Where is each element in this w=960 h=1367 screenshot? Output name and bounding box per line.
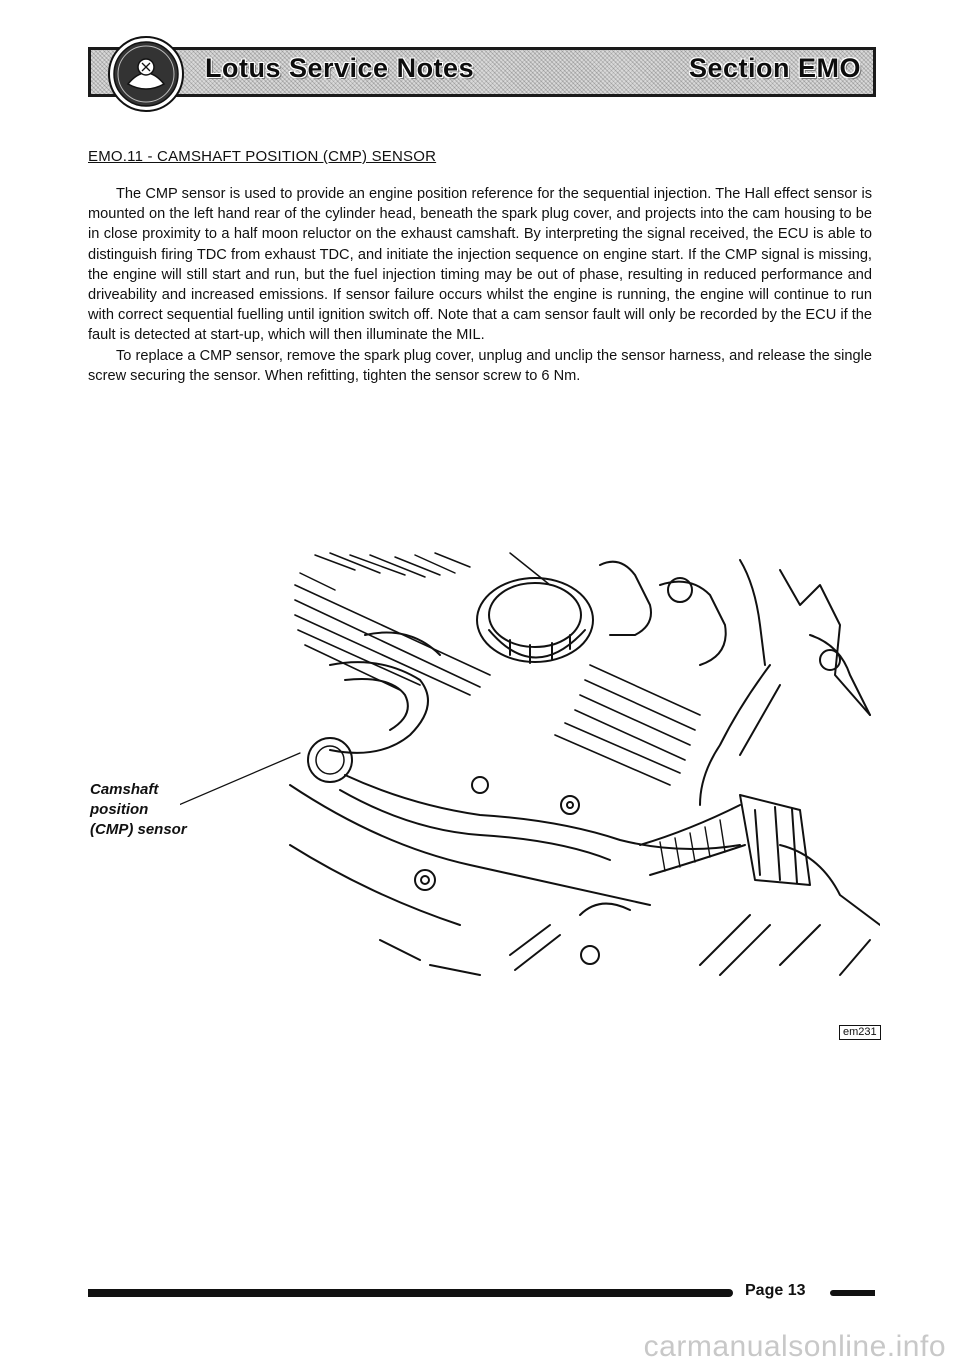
figure-callout [90, 780, 187, 840]
header-title: Lotus Service Notes [205, 53, 475, 83]
page-number: Page 13 [745, 1282, 806, 1299]
figure-reference: em231 [839, 1025, 881, 1040]
footer-rule [88, 1289, 733, 1297]
callout-line: (CMP) sensor [90, 821, 187, 838]
watermark: carmanualsonline.info [643, 1330, 946, 1363]
callout-line: position [90, 801, 149, 818]
footer-rule [830, 1290, 875, 1296]
body-text [88, 184, 872, 386]
section-title: Section EMO [688, 53, 861, 83]
header-banner [88, 47, 876, 97]
section-heading: EMO.11 - CAMSHAFT POSITION (CMP) SENSOR [88, 148, 437, 165]
callout-line: Camshaft [90, 781, 159, 798]
engine-illustration [180, 545, 880, 985]
paragraph-description: The CMP sensor is used to provide an engine position reference for the sequential injection. The Hall effect sensor is mounted on the left hand rear of the cylinder head, beneath the spark plug cover, and projects into the cam housing to be in close proximity to a half moon reluctor on the exhaust camshaft. By interpreting the signal received, the ECU is able to distinguish firing TDC from exhaust TDC, and initiate the injection sequence on engine start. If the CMP signal is missing, the engine will still start and run, but the fuel injection timing may be out of phase, resulting in reduced performance and driveability and increased emissions. If sensor failure occurs whilst the engine is running, the engine will continue to run with correct sequential fuelling until ignition switch off. Note that a cam sensor fault will only be recorded by the ECU if the fault is detected at start-up, which will then illuminate the MIL. [88, 186, 872, 344]
lotus-logo [106, 34, 186, 114]
paragraph-replacement: To replace a CMP sensor, remove the spark plug cover, unplug and unclip the sensor harness, and release the single screw securing the sensor. When refitting, tighten the sensor screw to 6 Nm. [88, 347, 872, 384]
